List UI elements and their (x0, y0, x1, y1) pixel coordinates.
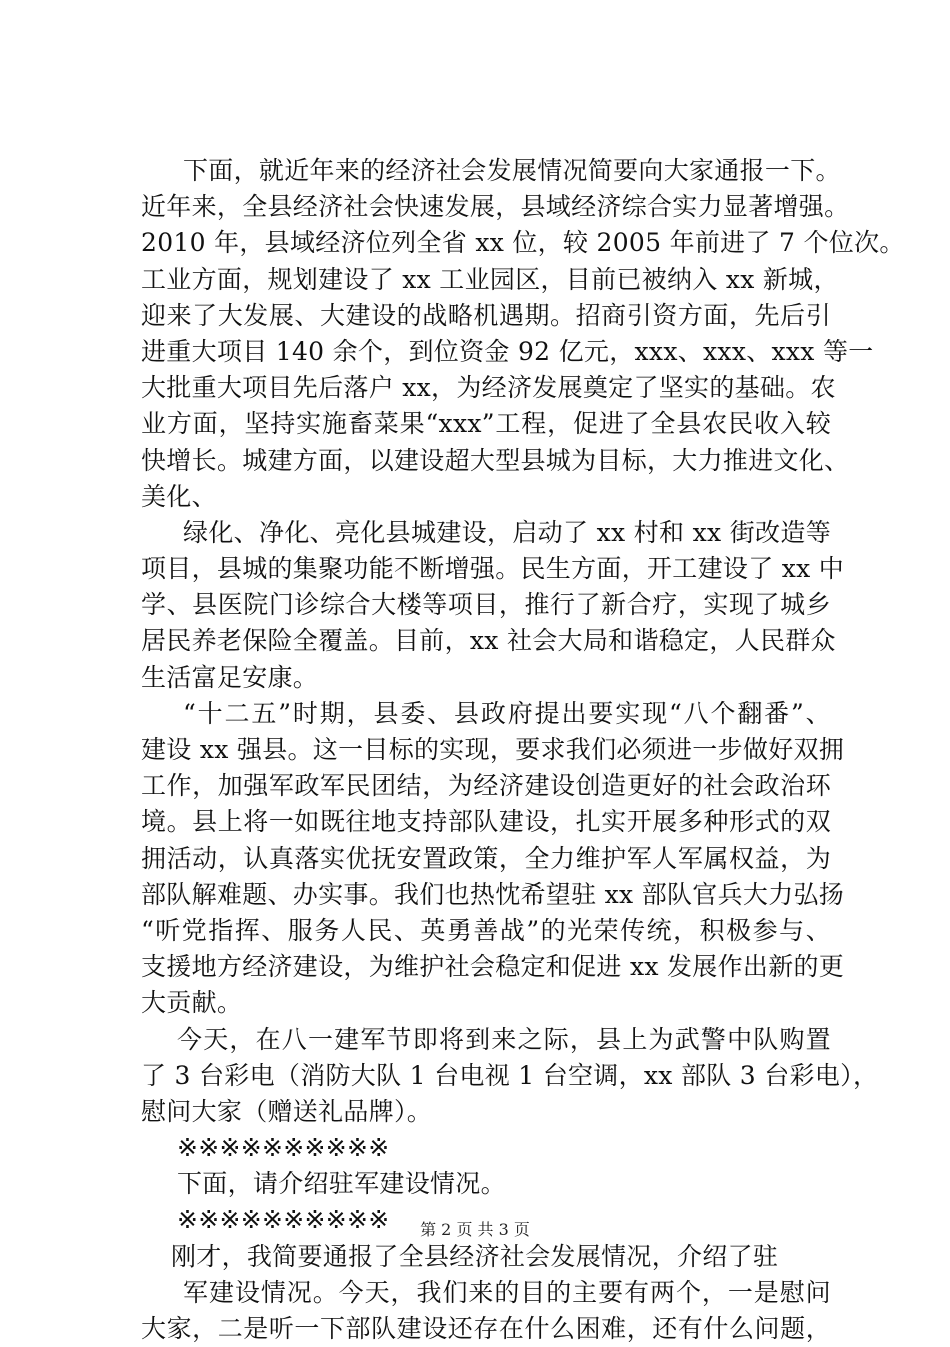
text-line: 项目，县城的集聚功能不断增强。民生方面，开工建设了 xx 中 (141, 554, 845, 584)
text-line: 拥活动，认真落实优抚安置政策，全力维护军人军属权益，为 (141, 843, 831, 873)
text-line: 生活富足安康。 (141, 662, 319, 692)
text-line: 大家，二是听一下部队建设还存在什么困难，还有什么问题， (141, 1314, 831, 1343)
text-line: 部队解难题、办实事。我们也热忱希望驻 xx 部队官兵大力弘扬 (141, 879, 845, 909)
text-line: 了 3 台彩电（消防大队 1 台电视 1 台空调，xx 部队 3 台彩电）， (141, 1060, 879, 1090)
text-line: 今天，在八一建军节即将到来之际，县上为武警中队购置 (177, 1024, 831, 1054)
page-footer: 第 2 页 共 3 页 (420, 1220, 530, 1239)
text-line: 境。县上将一如既往地支持部队建设，扎实开展多种形式的双 (141, 807, 831, 837)
text-line: 近年来，全县经济社会快速发展，县域经济综合实力显著增强。 (141, 192, 850, 222)
text-line: 业方面，坚持实施畜菜果“xxx”工程，促进了全县农民收入较 (141, 409, 831, 439)
body-text (141, 153, 905, 1347)
separator-marks: ※※※※※※※※※※ (177, 1205, 390, 1235)
text-line: 工作，加强军政军民团结，为经济建设创造更好的社会政治环 (141, 771, 831, 801)
text-line: 建设 xx 强县。这一目标的实现，要求我们必须进一步做好双拥 (141, 735, 845, 764)
text-line: 快增长。城建方面，以建设超大型县城为目标，大力推进文化、 (141, 445, 850, 475)
text-line: 迎来了大发展、大建设的战略机遇期。招商引资方面，先后引 (141, 300, 831, 330)
text-line: 军建设情况。今天，我们来的目的主要有两个，一是慰问 (183, 1277, 831, 1307)
text-line: 下面，就近年来的经济社会发展情况简要向大家通报一下。 (183, 156, 841, 185)
text-line: “听党指挥、服务人民、英勇善战”的光荣传统，积极参与、 (141, 915, 831, 945)
text-line: 大贡献。 (141, 988, 243, 1018)
text-line: 工业方面，规划建设了 xx 工业园区，目前已被纳入 xx 新城， (141, 264, 839, 294)
separator-marks: ※※※※※※※※※※ (177, 1133, 390, 1163)
text-line: 支援地方经济建设，为维护社会稳定和促进 xx 发展作出新的更 (141, 952, 845, 982)
text-line: “十二五”时期，县委、县政府提出要实现“八个翻番”、 (183, 698, 831, 728)
text-line: 居民养老保险全覆盖。目前，xx 社会大局和谐稳定，人民群众 (141, 626, 836, 656)
text-line: 美化、 (141, 481, 217, 511)
text-line: 慰问大家（赠送礼品牌）。 (141, 1096, 433, 1126)
text-line: 进重大项目 140 余个，到位资金 92 亿元，xxx、xxx、xxx 等一 (141, 336, 874, 366)
text-line: 2010 年，县域经济位列全省 xx 位，较 2005 年前进了 7 个位次。 (141, 228, 905, 258)
text-line: 下面，请介绍驻军建设情况。 (177, 1169, 506, 1199)
text-line: 刚才，我简要通报了全县经济社会发展情况，介绍了驻 (171, 1241, 779, 1271)
text-line: 大批重大项目先后落户 xx，为经济发展奠定了坚实的基础。农 (141, 373, 836, 403)
text-line: 绿化、净化、亮化县城建设，启动了 xx 村和 xx 街改造等 (183, 517, 831, 547)
text-line: 学、县医院门诊综合大楼等项目，推行了新合疗，实现了城乡 (141, 590, 831, 620)
